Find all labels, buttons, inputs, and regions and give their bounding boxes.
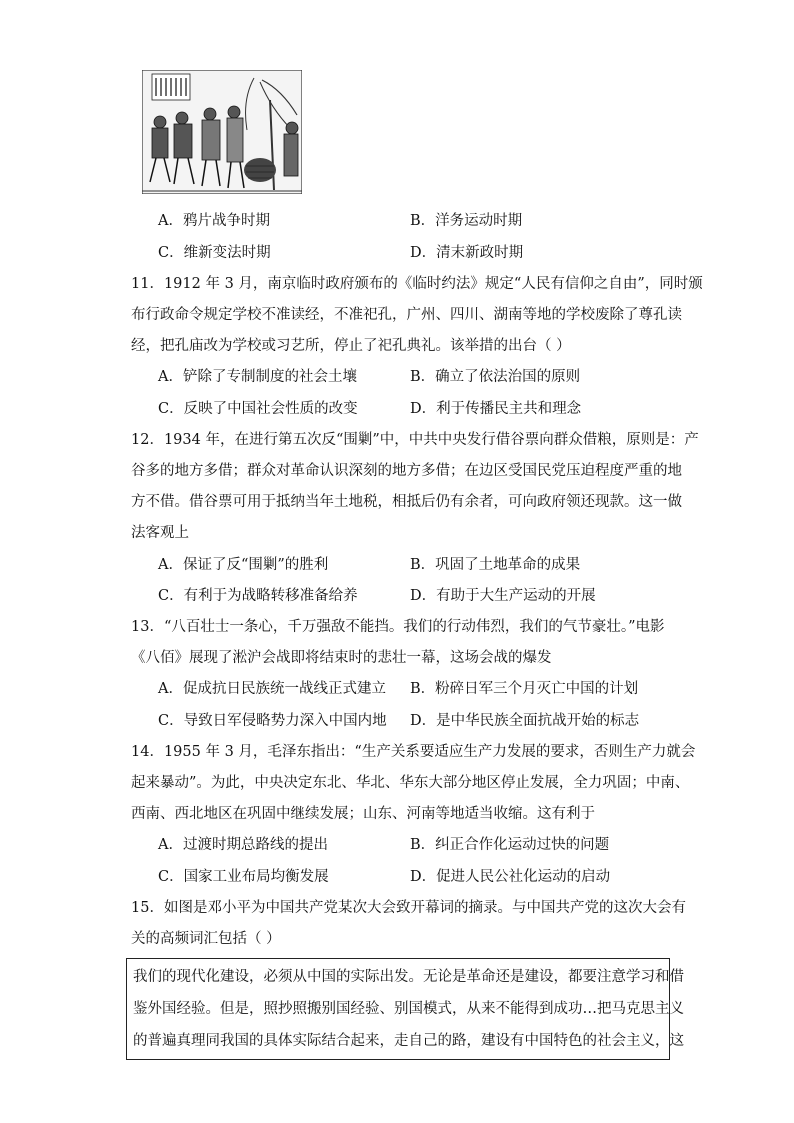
q12-stem-line: 法客观上 <box>131 525 189 541</box>
q11-option-c: C．反映了中国社会性质的改变 <box>158 401 358 417</box>
q12-option-d: D．有助于大生产运动的开展 <box>410 588 596 604</box>
q15-quote-box <box>126 958 684 1060</box>
q13-option-d: D．是中华民族全面抗战开始的标志 <box>410 713 640 729</box>
q10-option-d: D．清末新政时期 <box>410 245 524 261</box>
q14-option-b: B．纠正合作化运动过快的问题 <box>410 837 610 853</box>
q11-stem-line: 11．1912 年 3 月，南京临时政府颁布的《临时约法》规定“人民有信仰之自由”，同时颁 <box>131 276 703 292</box>
q12-option-b: B．巩固了土地革命的成果 <box>410 557 581 573</box>
q11-option-d: D．利于传播民主共和理念 <box>410 401 582 417</box>
q11-stem-line: 布行政命令规定学校不准读经，不准祀孔，广州、四川、湖南等地的学校废除了尊孔读 <box>131 307 682 323</box>
q15-stem-line: 15．如图是邓小平为中国共产党某次大会致开幕词的摘录。与中国共产党的这次大会有 <box>131 900 686 916</box>
q13-option-c: C．导致日军侵略势力深入中国内地 <box>158 713 387 729</box>
q10-option-c: C．维新变法时期 <box>158 245 271 261</box>
q12-stem-line: 12．1934 年，在进行第五次反“围剿”中，中共中央发行借谷票向群众借粮，原则是：产 <box>131 432 699 448</box>
q14-option-c: C．国家工业布局均衡发展 <box>158 869 329 885</box>
q14-option-a: A．过渡时期总路线的提出 <box>158 837 328 853</box>
q14-option-d: D．促进人民公社化运动的启动 <box>410 869 611 885</box>
q12-stem-line: 谷多的地方多借；群众对革命认识深刻的地方多借；在边区受国民党压迫程度严重的地 <box>131 463 682 479</box>
historical-illustration <box>142 70 302 194</box>
q15-quote-line: 的普遍真理同我国的具体实际结合起来，走自己的路，建设有中国特色的社会主义，这 <box>133 1033 684 1049</box>
q13-stem-line: 13．“八百壮士一条心，千万强敌不能挡。我们的行动伟烈，我们的气节豪壮。”电影 <box>131 619 665 635</box>
q14-stem-line: 西南、西北地区在巩固中继续发展；山东、河南等地适当收缩。这有利于 <box>131 806 595 822</box>
q12-option-a: A．保证了反“围剿”的胜利 <box>158 557 329 573</box>
q10-option-a: A．鸦片战争时期 <box>158 213 270 229</box>
q14-stem-line: 起来暴动”。为此，中央决定东北、华北、华东大部分地区停止发展，全力巩固；中南、 <box>131 775 690 791</box>
q11-option-a: A．铲除了专制制度的社会土壤 <box>158 369 357 385</box>
q15-quote-line: 鉴外国经验。但是，照抄照搬别国经验、别国模式，从来不能得到成功…把马克思主义 <box>133 1001 684 1017</box>
q13-option-a: A．促成抗日民族统一战线正式建立 <box>158 681 386 697</box>
q14-stem-line: 14．1955 年 3 月，毛泽东指出：“生产关系要适应生产力发展的要求，否则生产力就会 <box>131 744 696 760</box>
q15-quote-line: 我们的现代化建设，必须从中国的实际出发。无论是革命还是建设，都要注意学习和借 <box>133 969 684 985</box>
q13-option-b: B．粉碎日军三个月灭亡中国的计划 <box>410 681 639 697</box>
q12-option-c: C．有利于为战略转移准备给养 <box>158 588 358 604</box>
q12-stem-line: 方不借。借谷票可用于抵纳当年土地税，相抵后仍有余者，可向政府领还现款。这一做 <box>131 494 682 510</box>
q10-option-b: B．洋务运动时期 <box>410 213 523 229</box>
q11-stem-line: 经，把孔庙改为学校或习艺所，停止了祀孔典礼。该举措的出台（ ） <box>131 338 571 354</box>
q11-option-b: B．确立了依法治国的原则 <box>410 369 581 385</box>
q15-stem-line: 关的高频词汇包括（ ） <box>131 931 281 947</box>
q13-stem-line: 《八佰》展现了淞沪会战即将结束时的悲壮一幕，这场会战的爆发 <box>131 650 552 666</box>
